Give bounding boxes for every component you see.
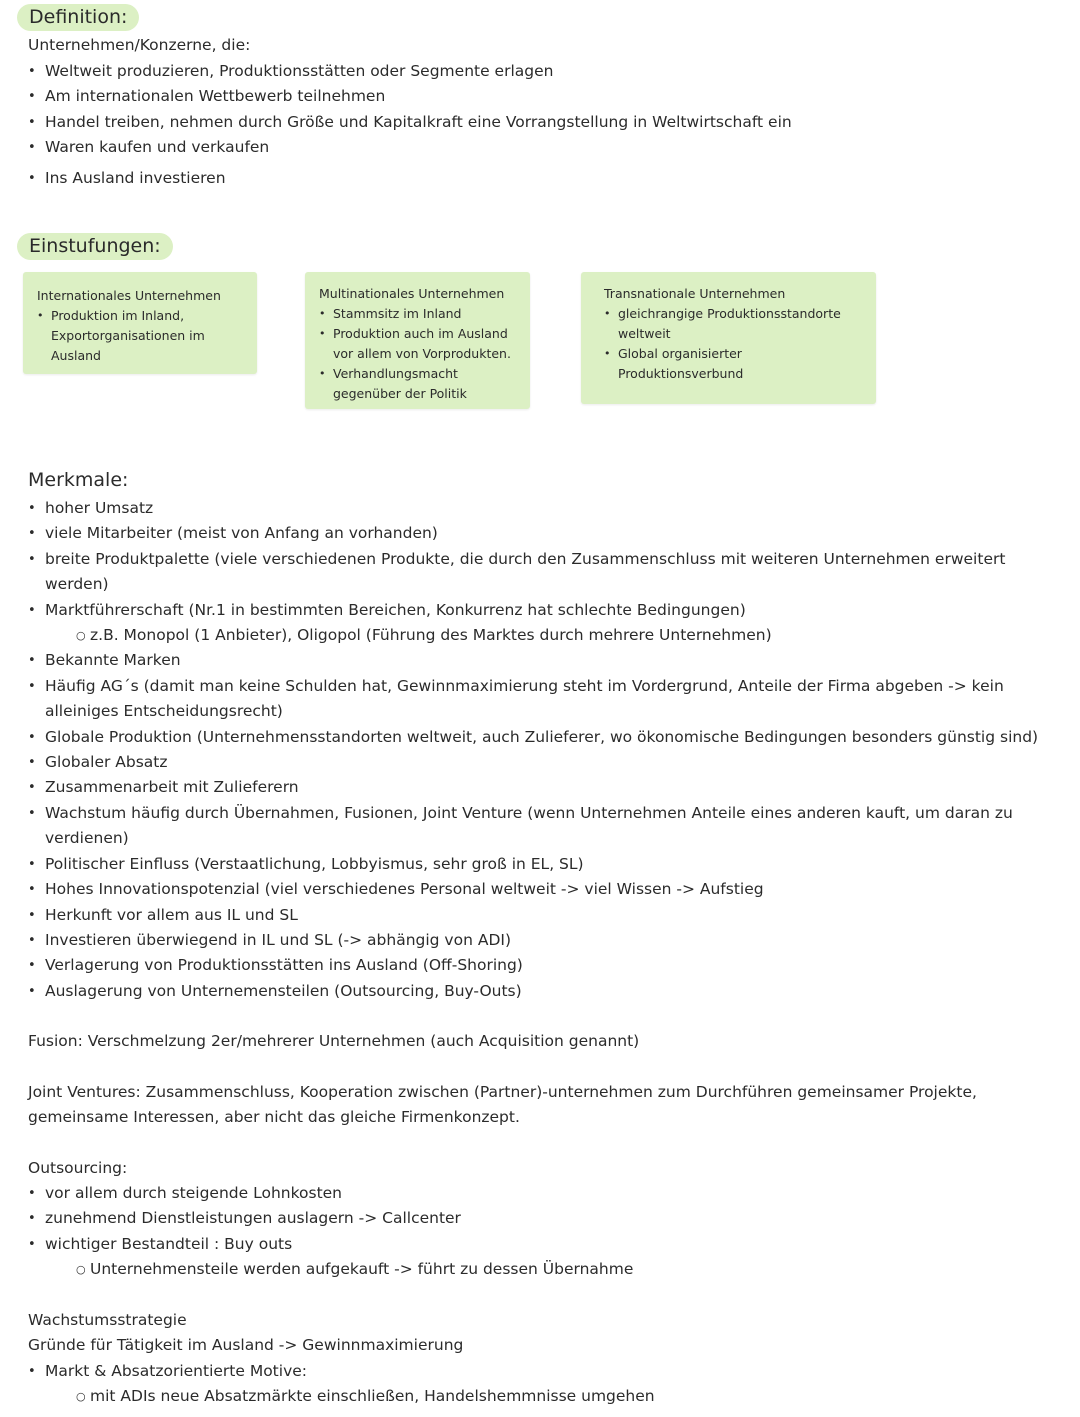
list-item: • Verlagerung von Produktionsstätten ins Ausland (Off-Shoring) bbox=[28, 953, 1038, 978]
list-item: • Hohes Innovationspotenzial (viel verschiedenes Personal weltweit -> viel Wissen -> Aufstieg bbox=[28, 877, 1038, 902]
outsourcing-heading: Outsourcing: bbox=[28, 1159, 128, 1177]
box-title: Multinationales Unternehmen bbox=[319, 286, 505, 301]
merkmale-list bbox=[28, 496, 1038, 1004]
list-item: • Marktführerschaft (Nr.1 in bestimmten Bereichen, Konkurrenz hat schlechte Bedingungen) bbox=[28, 598, 1038, 623]
outsourcing-list bbox=[28, 1181, 633, 1283]
list-item: • Handel treiben, nehmen durch Größe und Kapitalkraft eine Vorrangstellung in Weltwirtschaft ein bbox=[28, 110, 792, 135]
wachstum-heading: Wachstumsstrategie bbox=[28, 1311, 187, 1329]
fusion-text: Fusion: Verschmelzung 2er/mehrerer Unternehmen (auch Acquisition genannt) bbox=[28, 1032, 640, 1050]
wachstum-list bbox=[28, 1359, 655, 1410]
box-item: • Produktion im Inland, Exportorganisationen im Ausland bbox=[37, 306, 247, 366]
list-item: • Markt & Absatzorientierte Motive: bbox=[28, 1359, 655, 1384]
box-title: Internationales Unternehmen bbox=[37, 288, 221, 303]
list-item: • Waren kaufen und verkaufen bbox=[28, 135, 792, 160]
wachstum-line: Gründe für Tätigkeit im Ausland -> Gewinnmaximierung bbox=[28, 1336, 464, 1354]
list-item: • Politischer Einfluss (Verstaatlichung, Lobbyismus, sehr groß in EL, SL) bbox=[28, 852, 1038, 877]
list-item: • zunehmend Dienstleistungen auslagern -> Callcenter bbox=[28, 1206, 633, 1231]
list-item: • Herkunft vor allem aus IL und SL bbox=[28, 903, 1038, 928]
definition-heading: Definition: bbox=[17, 4, 139, 31]
list-item: • hoher Umsatz bbox=[28, 496, 1038, 521]
list-item: • Häufig AG´s (damit man keine Schulden hat, Gewinnmaximierung steht im Vordergrund, Anteile der Firma abgeben -> kein alleiniges Entscheidungsrecht) bbox=[28, 674, 1035, 725]
joint-ventures-line1: Joint Ventures: Zusammenschluss, Kooperation zwischen (Partner)-unternehmen zum Durchführen gemeinsamer Projekte, bbox=[28, 1083, 977, 1101]
list-item: • Globale Produktion (Unternehmensstandorten weltweit, auch Zulieferer, wo ökonomische Bedingungen besonders günstig sind) bbox=[28, 725, 1038, 750]
merkmale-heading: Merkmale: bbox=[28, 469, 129, 491]
list-item: ○ Unternehmensteile werden aufgekauft -> führt zu dessen Übernahme bbox=[28, 1257, 633, 1282]
box-item: • Verhandlungsmacht gegenüber der Politik bbox=[319, 364, 524, 404]
list-item: • vor allem durch steigende Lohnkosten bbox=[28, 1181, 633, 1206]
box-item: • Stammsitz im Inland bbox=[319, 304, 524, 324]
list-item: • Weltweit produzieren, Produktionsstätten oder Segmente erlagen bbox=[28, 59, 792, 84]
box-title: Transnationale Unternehmen bbox=[604, 286, 786, 301]
list-item: • Auslagerung von Unternemensteilen (Outsourcing, Buy-Outs) bbox=[28, 979, 1038, 1004]
list-item: • Zusammenarbeit mit Zulieferern bbox=[28, 775, 1038, 800]
list-item: • Am internationalen Wettbewerb teilnehmen bbox=[28, 84, 792, 109]
list-item: • Globaler Absatz bbox=[28, 750, 1038, 775]
definition-intro: Unternehmen/Konzerne, die: bbox=[28, 36, 251, 54]
list-item: ○ z.B. Monopol (1 Anbieter), Oligopol (Führung des Marktes durch mehrere Unternehmen) bbox=[28, 623, 1038, 648]
list-item: • Bekannte Marken bbox=[28, 648, 1038, 673]
joint-ventures-line2: gemeinsame Interessen, aber nicht das gleiche Firmenkonzept. bbox=[28, 1108, 520, 1126]
box-item: • gleichrangige Produktionsstandorte weltweit bbox=[604, 304, 870, 344]
list-item: • Investieren überwiegend in IL und SL (-> abhängig von ADI) bbox=[28, 928, 1038, 953]
box-transnational bbox=[581, 272, 876, 404]
box-item: • Produktion auch im Ausland vor allem von Vorprodukten. bbox=[319, 324, 524, 364]
list-item: • wichtiger Bestandteil : Buy outs bbox=[28, 1232, 633, 1257]
box-multinational bbox=[305, 272, 530, 409]
list-item: • viele Mitarbeiter (meist von Anfang an vorhanden) bbox=[28, 521, 1038, 546]
list-item: • breite Produktpalette (viele verschiedenen Produkte, die durch den Zusammenschluss mit weiteren Unternehmen erweitert werden) bbox=[28, 547, 1035, 598]
einstufungen-heading: Einstufungen: bbox=[17, 233, 173, 260]
box-international bbox=[23, 272, 257, 374]
box-item: • Global organisierter Produktionsverbund bbox=[604, 344, 870, 384]
list-item: • Wachstum häufig durch Übernahmen, Fusionen, Joint Venture (wenn Unternehmen Anteile eines anderen kauft, um daran zu verdienen) bbox=[28, 801, 1035, 852]
list-item: ○ mit ADIs neue Absatzmärkte einschließen, Handelshemmnisse umgehen bbox=[28, 1384, 655, 1409]
list-item: • Ins Ausland investieren bbox=[28, 166, 792, 191]
definition-list bbox=[28, 59, 792, 191]
